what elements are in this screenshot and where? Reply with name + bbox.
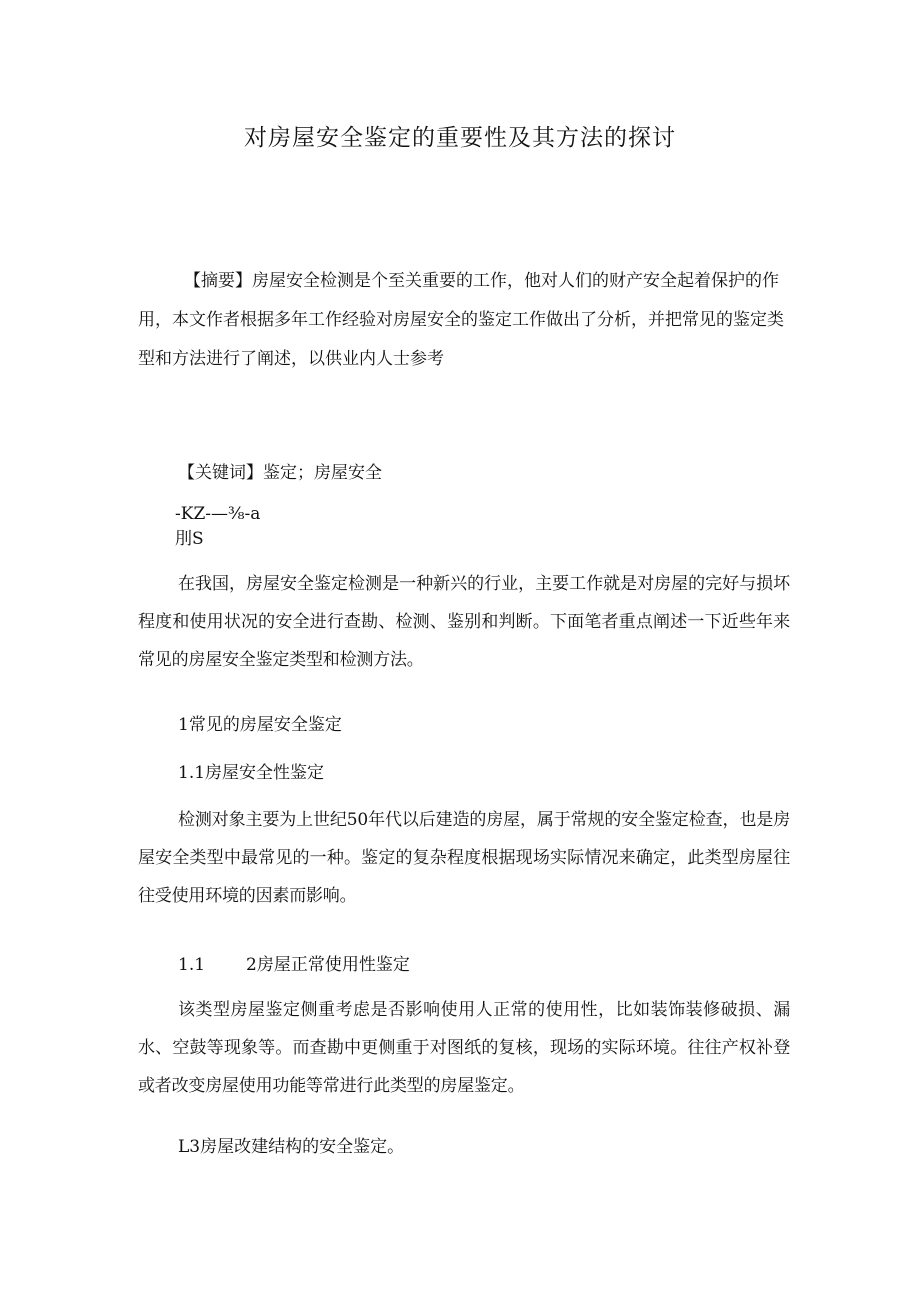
section-heading-1-2-number: 1.1 [178,955,206,975]
keywords-line: 【关键词】鉴定；房屋安全 [178,463,382,483]
code-line-2: 刖S [175,529,204,549]
section-heading-1-1: 1.1房屋安全性鉴定 [178,763,325,783]
section-heading-1-2: 2房屋正常使用性鉴定 [246,955,410,975]
intro-paragraph: 在我国，房屋安全鉴定检测是一种新兴的行业，主要工作就是对房屋的完好与损坏程度和使用状况的安全进行查勘、检测、鉴别和判断。下面笔者重点阐述一下近些年来常见的房屋安全鉴定类型和检测方法。 [138,574,790,670]
section-heading-1-3: L3房屋改建结构的安全鉴定。 [178,1137,405,1157]
section-1-1-paragraph: 检测对象主要为上世纪50年代以后建造的房屋，属于常规的安全鉴定检查，也是房屋安全类型中最常见的一种。鉴定的复杂程度根据现场实际情况来确定，此类型房屋往往受使用环境的因素而影响。 [138,810,790,906]
section-heading-1: 1常见的房屋安全鉴定 [178,715,342,735]
document-title: 对房屋安全鉴定的重要性及其方法的探讨 [244,125,676,151]
code-line-1: -KZ-—⅜-a [175,504,261,524]
abstract-paragraph: 【摘要】房屋安全检测是个至关重要的工作，他对人们的财产安全起着保护的作用，本文作者根据多年工作经验对房屋安全的鉴定工作做出了分析，并把常见的鉴定类型和方法进行了阐述，以供业内人士参考 [138,271,784,369]
section-1-2-paragraph: 该类型房屋鉴定侧重考虑是否影响使用人正常的使用性，比如装饰装修破损、漏水、空鼓等现象等。而查勘中更侧重于对图纸的复核，现场的实际环境。往往产权补登或者改变房屋使用功能等常进行此类型的房屋鉴定。 [138,1000,790,1096]
